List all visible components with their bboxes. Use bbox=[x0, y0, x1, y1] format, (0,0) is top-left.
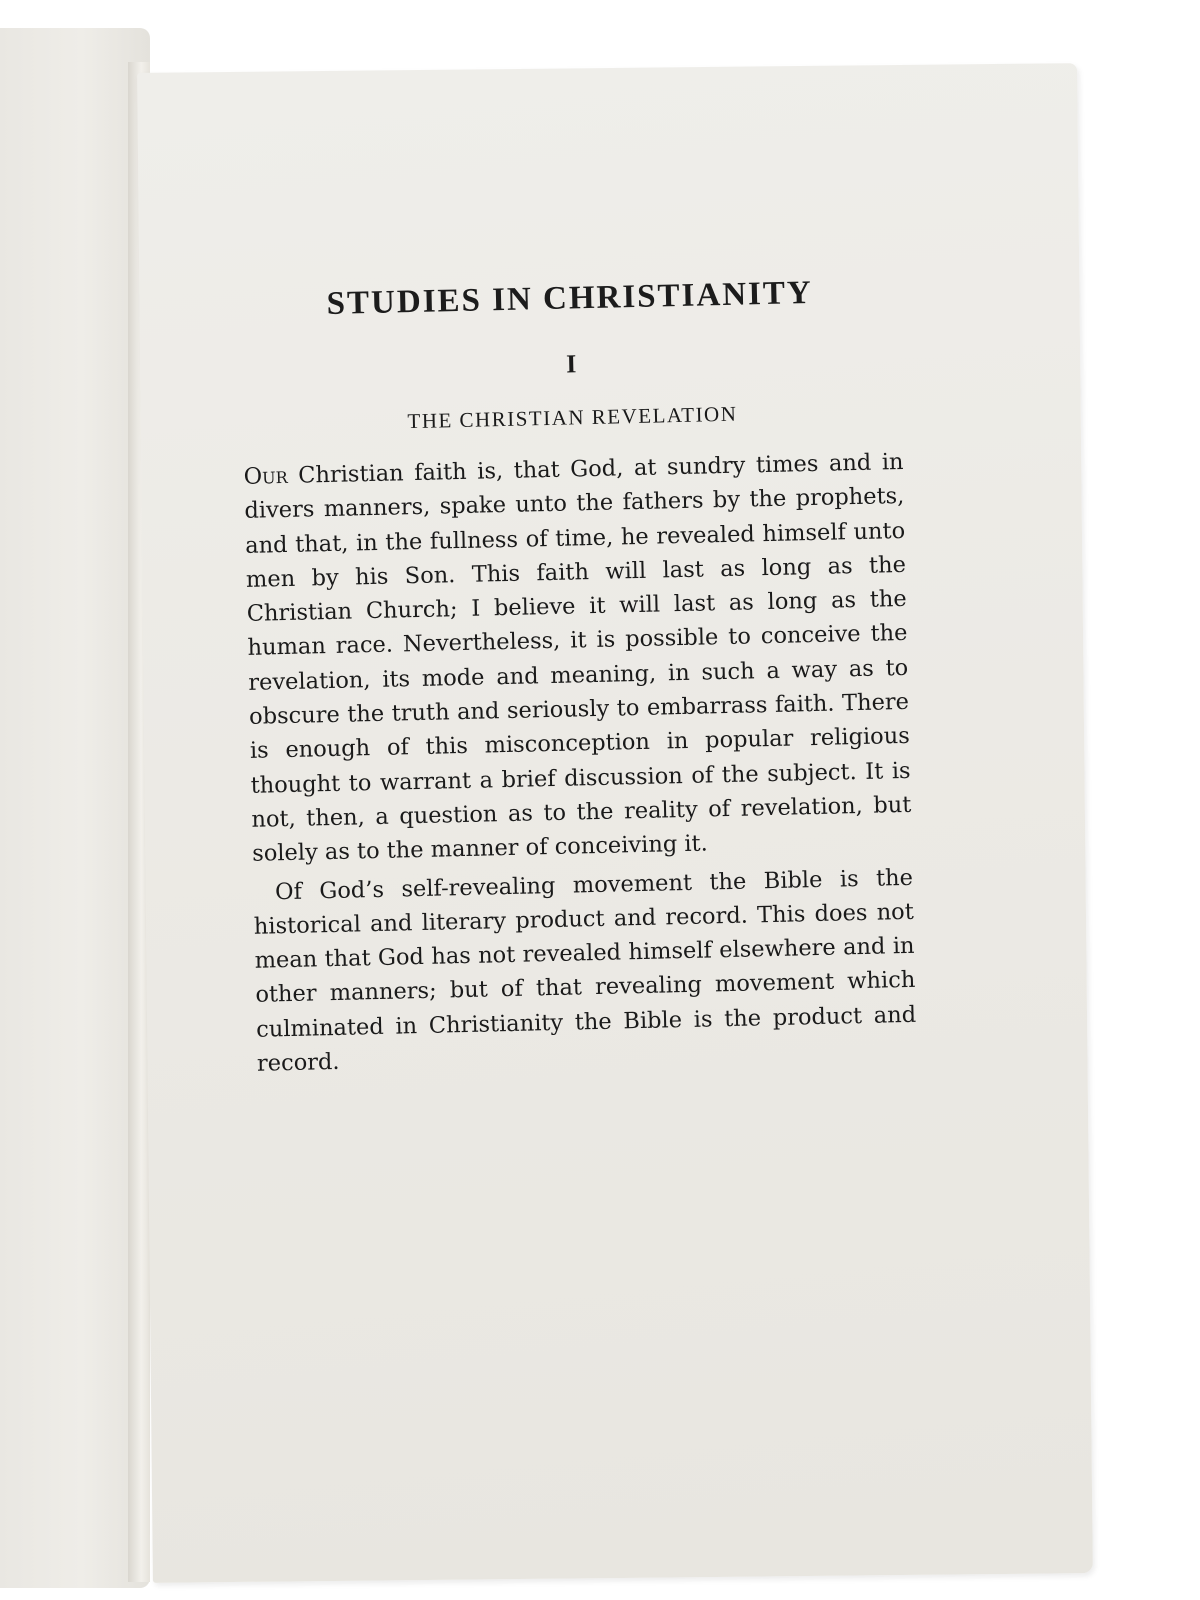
book-title: STUDIES IN CHRISTIANITY bbox=[326, 274, 814, 322]
paragraph-1-body: Christian faith is, that God, at sundry times and in divers manners, spake unto the fathers by the prophets, and that, in the fullness of time, he revealed himself unto men by his Son. This faith will last as long as the Christian Church; I believe it will last as long as the human race. Nevertheless, it is possible to conceive the revelation, its mode and meaning, in such a way as to obscure the truth and seriously to embarrass faith. There is enough of this misconception in popular religious thought to warrant a brief discussion of the subject. It is not, then, a question as to the reality of revelation, but solely as to the manner of conceiving it. bbox=[244, 448, 912, 868]
page-content bbox=[239, 273, 917, 1081]
paragraph-1 bbox=[243, 445, 912, 871]
chapter-title: THE CHRISTIAN REVELATION bbox=[407, 401, 738, 434]
paragraph-2: Of God’s self-revealing movement the Bible is the historical and literary product and record. This does not mean that God has not revealed himself elsewhere and in other manners; but of that revealing movement which culminated in Christianity the Bible is the product and record. bbox=[253, 864, 917, 1077]
paragraph-1-lead: Our bbox=[243, 462, 288, 490]
chapter-number: I bbox=[565, 349, 577, 379]
book-page bbox=[137, 63, 1093, 1583]
